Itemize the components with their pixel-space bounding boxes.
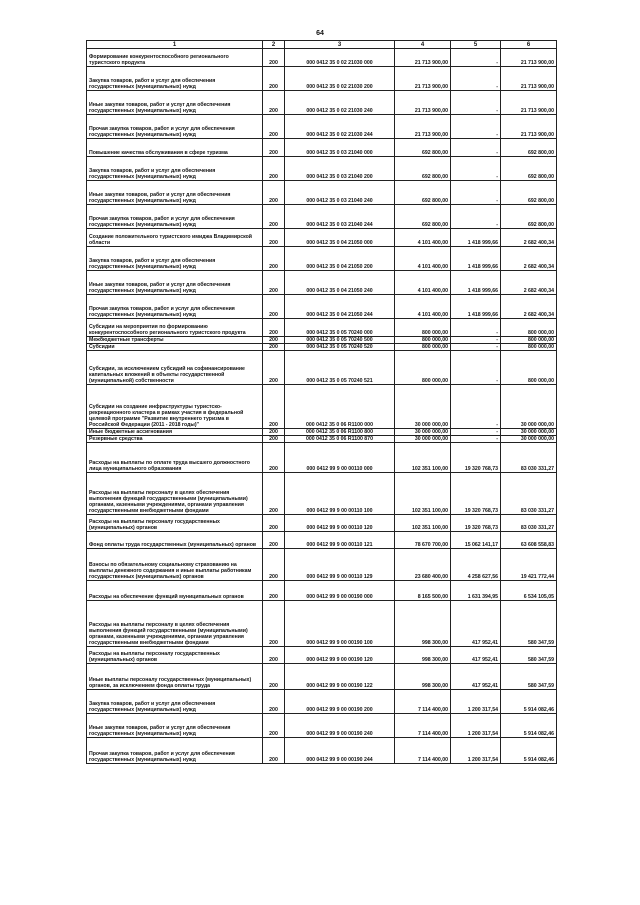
row-executed-amount: - bbox=[451, 319, 501, 337]
table-row bbox=[87, 91, 557, 115]
row-approved-amount: 7 114 400,00 bbox=[395, 690, 451, 714]
row-unexecuted-amount: 83 030 331,27 bbox=[501, 515, 557, 532]
row-approved-amount: 21 713 900,00 bbox=[395, 49, 451, 67]
row-line-code: 200 bbox=[263, 738, 285, 764]
table-row bbox=[87, 344, 557, 351]
row-executed-amount: - bbox=[451, 436, 501, 443]
row-name: Расходы на выплаты персоналу государственных (муниципальных) органов bbox=[87, 647, 263, 664]
row-approved-amount: 78 670 700,00 bbox=[395, 532, 451, 549]
table-row bbox=[87, 647, 557, 664]
row-approved-amount: 692 800,00 bbox=[395, 205, 451, 229]
row-name: Создание положительного туристского имиджа Владимирской области bbox=[87, 229, 263, 247]
row-budget-code: 000 0412 35 0 04 21050 200 bbox=[285, 247, 395, 271]
table-row bbox=[87, 205, 557, 229]
row-line-code: 200 bbox=[263, 205, 285, 229]
row-approved-amount: 998 300,00 bbox=[395, 647, 451, 664]
row-approved-amount: 7 114 400,00 bbox=[395, 738, 451, 764]
row-name: Прочая закупка товаров, работ и услуг для обеспечения государственных (муниципальных) нужд bbox=[87, 205, 263, 229]
row-name: Иные бюджетные ассигнования bbox=[87, 429, 263, 436]
row-line-code: 200 bbox=[263, 229, 285, 247]
row-unexecuted-amount: 21 713 900,00 bbox=[501, 67, 557, 91]
row-name: Закупка товаров, работ и услуг для обеспечения государственных (муниципальных) нужд bbox=[87, 67, 263, 91]
row-unexecuted-amount: 21 713 900,00 bbox=[501, 115, 557, 139]
row-executed-amount: - bbox=[451, 344, 501, 351]
row-unexecuted-amount: 5 914 082,46 bbox=[501, 738, 557, 764]
row-name: Повышение качества обслуживания в сфере туризма bbox=[87, 139, 263, 157]
row-budget-code: 000 0412 35 0 03 21040 244 bbox=[285, 205, 395, 229]
row-unexecuted-amount: 19 421 772,44 bbox=[501, 549, 557, 581]
row-name: Расходы на выплаты персоналу государственных (муниципальных) органов bbox=[87, 515, 263, 532]
row-executed-amount: - bbox=[451, 181, 501, 205]
row-approved-amount: 21 713 900,00 bbox=[395, 115, 451, 139]
row-line-code: 200 bbox=[263, 351, 285, 385]
row-line-code: 200 bbox=[263, 319, 285, 337]
row-line-code: 200 bbox=[263, 295, 285, 319]
row-budget-code: 000 0412 99 9 00 00110 120 bbox=[285, 515, 395, 532]
row-approved-amount: 23 680 400,00 bbox=[395, 549, 451, 581]
row-budget-code: 000 0412 99 9 00 00190 000 bbox=[285, 581, 395, 601]
table-row bbox=[87, 581, 557, 601]
row-executed-amount: 1 200 317,54 bbox=[451, 690, 501, 714]
row-name: Прочая закупка товаров, работ и услуг для обеспечения государственных (муниципальных) нужд bbox=[87, 738, 263, 764]
row-approved-amount: 800 000,00 bbox=[395, 344, 451, 351]
row-line-code: 200 bbox=[263, 67, 285, 91]
table-row bbox=[87, 443, 557, 473]
row-budget-code: 000 0412 35 0 03 21040 000 bbox=[285, 139, 395, 157]
table-row bbox=[87, 247, 557, 271]
row-line-code: 200 bbox=[263, 247, 285, 271]
row-approved-amount: 30 000 000,00 bbox=[395, 429, 451, 436]
column-header-5: 5 bbox=[451, 41, 501, 49]
row-approved-amount: 998 300,00 bbox=[395, 664, 451, 690]
table-row bbox=[87, 319, 557, 337]
row-executed-amount: - bbox=[451, 67, 501, 91]
column-header-1: 1 bbox=[87, 41, 263, 49]
row-executed-amount: 15 062 141,17 bbox=[451, 532, 501, 549]
row-unexecuted-amount: 2 682 400,34 bbox=[501, 271, 557, 295]
row-approved-amount: 800 000,00 bbox=[395, 351, 451, 385]
row-executed-amount: - bbox=[451, 429, 501, 436]
row-unexecuted-amount: 30 000 000,00 bbox=[501, 385, 557, 429]
row-budget-code: 000 0412 99 9 00 00190 244 bbox=[285, 738, 395, 764]
row-line-code: 200 bbox=[263, 429, 285, 436]
row-approved-amount: 30 000 000,00 bbox=[395, 436, 451, 443]
row-executed-amount: - bbox=[451, 139, 501, 157]
row-name: Закупка товаров, работ и услуг для обеспечения государственных (муниципальных) нужд bbox=[87, 690, 263, 714]
row-unexecuted-amount: 2 682 400,34 bbox=[501, 247, 557, 271]
row-line-code: 200 bbox=[263, 157, 285, 181]
row-budget-code: 000 0412 35 0 05 70240 000 bbox=[285, 319, 395, 337]
row-unexecuted-amount: 580 347,59 bbox=[501, 664, 557, 690]
row-unexecuted-amount: 83 030 331,27 bbox=[501, 443, 557, 473]
row-name: Субсидии bbox=[87, 344, 263, 351]
row-line-code: 200 bbox=[263, 139, 285, 157]
row-approved-amount: 692 800,00 bbox=[395, 139, 451, 157]
row-approved-amount: 800 000,00 bbox=[395, 319, 451, 337]
table-row bbox=[87, 738, 557, 764]
row-approved-amount: 7 114 400,00 bbox=[395, 714, 451, 738]
row-budget-code: 000 0412 35 0 03 21040 200 bbox=[285, 157, 395, 181]
row-executed-amount: 417 952,41 bbox=[451, 664, 501, 690]
table-row bbox=[87, 181, 557, 205]
row-budget-code: 000 0412 99 9 00 00190 122 bbox=[285, 664, 395, 690]
table-row bbox=[87, 601, 557, 647]
row-unexecuted-amount: 30 000 000,00 bbox=[501, 436, 557, 443]
row-executed-amount: 417 952,41 bbox=[451, 601, 501, 647]
row-unexecuted-amount: 2 682 400,34 bbox=[501, 295, 557, 319]
row-budget-code: 000 0412 35 0 03 21040 240 bbox=[285, 181, 395, 205]
row-name: Формирование конкурентоспособного регионального туристского продукта bbox=[87, 49, 263, 67]
row-budget-code: 000 0412 35 0 04 21050 000 bbox=[285, 229, 395, 247]
row-line-code: 200 bbox=[263, 49, 285, 67]
row-budget-code: 000 0412 35 0 02 21030 200 bbox=[285, 67, 395, 91]
table-row bbox=[87, 429, 557, 436]
row-unexecuted-amount: 692 800,00 bbox=[501, 157, 557, 181]
table-row bbox=[87, 229, 557, 247]
row-budget-code: 000 0412 99 9 00 00110 129 bbox=[285, 549, 395, 581]
row-line-code: 200 bbox=[263, 690, 285, 714]
row-budget-code: 000 0412 35 0 05 70240 520 bbox=[285, 344, 395, 351]
row-approved-amount: 4 101 400,00 bbox=[395, 229, 451, 247]
row-approved-amount: 4 101 400,00 bbox=[395, 247, 451, 271]
row-line-code: 200 bbox=[263, 271, 285, 295]
row-line-code: 200 bbox=[263, 664, 285, 690]
row-line-code: 200 bbox=[263, 181, 285, 205]
row-name: Расходы на выплаты персоналу в целях обеспечения выполнения функций государственными (муниципальными) органами, казенными учреждениями, органами управления государственными внебюджетными фондами bbox=[87, 473, 263, 515]
row-unexecuted-amount: 800 000,00 bbox=[501, 344, 557, 351]
row-executed-amount: 19 320 768,73 bbox=[451, 515, 501, 532]
column-header-2: 2 bbox=[263, 41, 285, 49]
row-unexecuted-amount: 21 713 900,00 bbox=[501, 91, 557, 115]
row-name: Иные закупки товаров, работ и услуг для обеспечения государственных (муниципальных) нужд bbox=[87, 181, 263, 205]
row-executed-amount: - bbox=[451, 351, 501, 385]
table-row bbox=[87, 139, 557, 157]
column-header-3: 3 bbox=[285, 41, 395, 49]
row-budget-code: 000 0412 99 9 00 00110 000 bbox=[285, 443, 395, 473]
row-approved-amount: 102 351 100,00 bbox=[395, 515, 451, 532]
row-budget-code: 000 0412 99 9 00 00190 120 bbox=[285, 647, 395, 664]
row-unexecuted-amount: 692 800,00 bbox=[501, 181, 557, 205]
row-line-code: 200 bbox=[263, 115, 285, 139]
row-line-code: 200 bbox=[263, 443, 285, 473]
row-executed-amount: - bbox=[451, 205, 501, 229]
row-unexecuted-amount: 83 030 331,27 bbox=[501, 473, 557, 515]
table-row bbox=[87, 549, 557, 581]
row-budget-code: 000 0412 35 0 05 70240 521 bbox=[285, 351, 395, 385]
row-budget-code: 000 0412 35 0 05 70240 500 bbox=[285, 337, 395, 344]
row-executed-amount: - bbox=[451, 91, 501, 115]
row-executed-amount: 417 952,41 bbox=[451, 647, 501, 664]
row-name: Субсидии, за исключением субсидий на софинансирование капитальных вложений в объекты государственной (муниципальной) собственности bbox=[87, 351, 263, 385]
table-row bbox=[87, 271, 557, 295]
table-row bbox=[87, 532, 557, 549]
row-unexecuted-amount: 5 914 082,46 bbox=[501, 690, 557, 714]
row-name: Резервные средства bbox=[87, 436, 263, 443]
row-name: Субсидии на мероприятия по формированию конкурентоспособного регионального туристского продукта bbox=[87, 319, 263, 337]
row-unexecuted-amount: 692 800,00 bbox=[501, 205, 557, 229]
row-approved-amount: 4 101 400,00 bbox=[395, 271, 451, 295]
row-name: Иные закупки товаров, работ и услуг для обеспечения государственных (муниципальных) нужд bbox=[87, 271, 263, 295]
row-unexecuted-amount: 692 800,00 bbox=[501, 139, 557, 157]
row-unexecuted-amount: 800 000,00 bbox=[501, 337, 557, 344]
row-budget-code: 000 0412 99 9 00 00110 121 bbox=[285, 532, 395, 549]
row-approved-amount: 998 300,00 bbox=[395, 601, 451, 647]
row-executed-amount: 1 418 999,66 bbox=[451, 271, 501, 295]
row-budget-code: 000 0412 35 0 04 21050 240 bbox=[285, 271, 395, 295]
column-header-6: 6 bbox=[501, 41, 557, 49]
row-line-code: 200 bbox=[263, 532, 285, 549]
row-approved-amount: 21 713 900,00 bbox=[395, 67, 451, 91]
row-budget-code: 000 0412 99 9 00 00190 100 bbox=[285, 601, 395, 647]
table-header-row bbox=[87, 41, 557, 49]
row-line-code: 200 bbox=[263, 581, 285, 601]
table-row bbox=[87, 714, 557, 738]
row-line-code: 200 bbox=[263, 515, 285, 532]
row-line-code: 200 bbox=[263, 714, 285, 738]
row-name: Фонд оплаты труда государственных (муниципальных) органов bbox=[87, 532, 263, 549]
row-budget-code: 000 0412 99 9 00 00110 100 bbox=[285, 473, 395, 515]
row-name: Взносы по обязательному социальному страхованию на выплаты денежного содержания и иные выплаты работникам государственных (муниципальных) органов bbox=[87, 549, 263, 581]
row-unexecuted-amount: 800 000,00 bbox=[501, 319, 557, 337]
table-row bbox=[87, 436, 557, 443]
table-row bbox=[87, 295, 557, 319]
table-row bbox=[87, 49, 557, 67]
row-approved-amount: 30 000 000,00 bbox=[395, 385, 451, 429]
row-approved-amount: 8 165 500,00 bbox=[395, 581, 451, 601]
row-name: Иные выплаты персоналу государственных (муниципальных) органов, за исключением фонда оплаты труда bbox=[87, 664, 263, 690]
row-executed-amount: 1 200 317,54 bbox=[451, 738, 501, 764]
row-name: Расходы на обеспечение функций муниципальных органов bbox=[87, 581, 263, 601]
row-budget-code: 000 0412 35 0 06 R1100 000 bbox=[285, 385, 395, 429]
row-executed-amount: 19 320 768,73 bbox=[451, 473, 501, 515]
column-header-4: 4 bbox=[395, 41, 451, 49]
row-executed-amount: 1 418 999,66 bbox=[451, 247, 501, 271]
row-approved-amount: 21 713 900,00 bbox=[395, 91, 451, 115]
row-unexecuted-amount: 2 682 400,34 bbox=[501, 229, 557, 247]
row-line-code: 200 bbox=[263, 91, 285, 115]
row-line-code: 200 bbox=[263, 337, 285, 344]
row-name: Прочая закупка товаров, работ и услуг для обеспечения государственных (муниципальных) нужд bbox=[87, 115, 263, 139]
row-approved-amount: 102 351 100,00 bbox=[395, 473, 451, 515]
row-budget-code: 000 0412 35 0 06 R1100 870 bbox=[285, 436, 395, 443]
table-row bbox=[87, 351, 557, 385]
page-number: 64 bbox=[316, 30, 324, 37]
table-row bbox=[87, 690, 557, 714]
row-name: Межбюджетные трансферты bbox=[87, 337, 263, 344]
table-row bbox=[87, 473, 557, 515]
row-unexecuted-amount: 5 914 082,46 bbox=[501, 714, 557, 738]
table-row bbox=[87, 157, 557, 181]
row-approved-amount: 102 351 100,00 bbox=[395, 443, 451, 473]
table-row bbox=[87, 67, 557, 91]
row-budget-code: 000 0412 99 9 00 00190 240 bbox=[285, 714, 395, 738]
row-executed-amount: - bbox=[451, 385, 501, 429]
row-line-code: 200 bbox=[263, 436, 285, 443]
row-executed-amount: 19 320 768,73 bbox=[451, 443, 501, 473]
row-name: Иные закупки товаров, работ и услуг для обеспечения государственных (муниципальных) нужд bbox=[87, 714, 263, 738]
row-line-code: 200 bbox=[263, 601, 285, 647]
row-line-code: 200 bbox=[263, 344, 285, 351]
row-name: Прочая закупка товаров, работ и услуг для обеспечения государственных (муниципальных) нужд bbox=[87, 295, 263, 319]
row-budget-code: 000 0412 35 0 06 R1100 800 bbox=[285, 429, 395, 436]
row-name: Иные закупки товаров, работ и услуг для обеспечения государственных (муниципальных) нужд bbox=[87, 91, 263, 115]
row-line-code: 200 bbox=[263, 549, 285, 581]
row-unexecuted-amount: 30 000 000,00 bbox=[501, 429, 557, 436]
row-approved-amount: 692 800,00 bbox=[395, 181, 451, 205]
row-unexecuted-amount: 63 608 558,83 bbox=[501, 532, 557, 549]
row-line-code: 200 bbox=[263, 647, 285, 664]
row-unexecuted-amount: 6 534 105,05 bbox=[501, 581, 557, 601]
row-budget-code: 000 0412 35 0 02 21030 000 bbox=[285, 49, 395, 67]
table-row bbox=[87, 385, 557, 429]
row-name: Субсидии на создание инфраструктуры туристско-рекреационного кластера в рамках участия в федеральной целевой программе "Развитие внутреннего туризма в Российской Федерации (2011 - 2018 годы)" bbox=[87, 385, 263, 429]
row-executed-amount: 1 631 394,95 bbox=[451, 581, 501, 601]
table-row bbox=[87, 515, 557, 532]
row-budget-code: 000 0412 35 0 04 21050 244 bbox=[285, 295, 395, 319]
row-line-code: 200 bbox=[263, 385, 285, 429]
row-budget-code: 000 0412 99 9 00 00190 200 bbox=[285, 690, 395, 714]
row-unexecuted-amount: 580 347,59 bbox=[501, 647, 557, 664]
row-approved-amount: 692 800,00 bbox=[395, 157, 451, 181]
row-executed-amount: 1 200 317,54 bbox=[451, 714, 501, 738]
row-executed-amount: 1 418 999,66 bbox=[451, 229, 501, 247]
row-name: Закупка товаров, работ и услуг для обеспечения государственных (муниципальных) нужд bbox=[87, 157, 263, 181]
row-name: Расходы на выплаты по оплате труда высшего должностного лица муниципального образования bbox=[87, 443, 263, 473]
row-executed-amount: - bbox=[451, 157, 501, 181]
row-name: Закупка товаров, работ и услуг для обеспечения государственных (муниципальных) нужд bbox=[87, 247, 263, 271]
row-approved-amount: 4 101 400,00 bbox=[395, 295, 451, 319]
row-approved-amount: 800 000,00 bbox=[395, 337, 451, 344]
row-executed-amount: 1 418 999,66 bbox=[451, 295, 501, 319]
row-executed-amount: - bbox=[451, 337, 501, 344]
budget-table bbox=[86, 40, 557, 764]
row-budget-code: 000 0412 35 0 02 21030 244 bbox=[285, 115, 395, 139]
table-body bbox=[87, 49, 557, 764]
row-unexecuted-amount: 21 713 900,00 bbox=[501, 49, 557, 67]
row-executed-amount: - bbox=[451, 49, 501, 67]
row-budget-code: 000 0412 35 0 02 21030 240 bbox=[285, 91, 395, 115]
row-executed-amount: - bbox=[451, 115, 501, 139]
row-unexecuted-amount: 580 347,59 bbox=[501, 601, 557, 647]
table-row bbox=[87, 337, 557, 344]
row-name: Расходы на выплаты персоналу в целях обеспечения выполнения функций государственными (муниципальными) органами, казенными учреждениями, органами управления государственными внебюджетными фондами bbox=[87, 601, 263, 647]
row-line-code: 200 bbox=[263, 473, 285, 515]
row-executed-amount: 4 258 627,56 bbox=[451, 549, 501, 581]
row-unexecuted-amount: 800 000,00 bbox=[501, 351, 557, 385]
table-row bbox=[87, 664, 557, 690]
table-row bbox=[87, 115, 557, 139]
